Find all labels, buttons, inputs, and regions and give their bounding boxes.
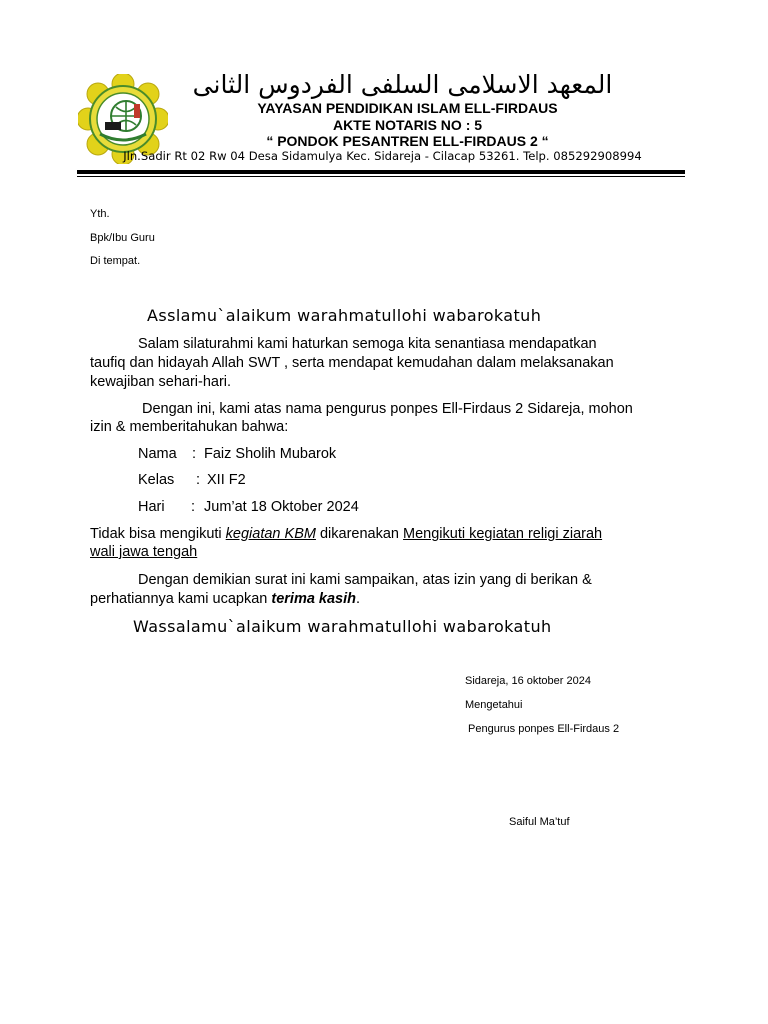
recipient-salutation: Yth. xyxy=(90,208,110,220)
student-class-value: XII F2 xyxy=(207,472,246,488)
paragraph-1-line-3: kewajiban sehari-hari. xyxy=(90,374,232,390)
notary-number: AKTE NOTARIS NO : 5 xyxy=(332,117,483,133)
closing-greeting: Wassalamu`alaikum warahmatullohi wabarokatuh xyxy=(133,617,552,636)
student-name-colon: : xyxy=(192,446,197,462)
school-name: “ PONDOK PESANTREN ELL-FIRDAUS 2 “ xyxy=(266,133,549,149)
paragraph-2-line-1: Dengan ini, kami atas nama pengurus ponpes Ell-Firdaus 2 Sidareja, mohon xyxy=(142,401,633,417)
absence-cause-part-1: Mengikuti kegiatan religi ziarah xyxy=(403,526,603,542)
opening-greeting: Asslamu`alaikum warahmatullohi wabarokatuh xyxy=(147,306,542,325)
signatory-role: Pengurus ponpes Ell-Firdaus 2 xyxy=(465,723,620,735)
recipient-name: Bpk/Ibu Guru xyxy=(90,232,155,244)
student-class-colon: : xyxy=(196,472,201,488)
student-name-label: Nama xyxy=(138,446,177,462)
closing-paragraph-line-1: Dengan demikian surat ini kami sampaikan, atas izin yang di berikan & xyxy=(138,572,592,588)
absence-cause-part-2: wali jawa tengah xyxy=(90,544,198,560)
student-class-label: Kelas xyxy=(138,472,175,488)
recipient-place: Di tempat. xyxy=(90,255,141,267)
reason-prefix: Tidak bisa mengikuti xyxy=(90,526,226,542)
student-name-value: Faiz Sholih Mubarok xyxy=(204,446,337,462)
place-and-date: Sidareja, 16 oktober 2024 xyxy=(465,675,591,687)
letterhead-divider-thick xyxy=(77,170,685,174)
reason-middle: dikarenakan xyxy=(315,526,404,542)
foundation-name: YAYASAN PENDIDIKAN ISLAM ELL-FIRDAUS xyxy=(257,100,558,116)
paragraph-1-line-1: Salam silaturahmi kami haturkan semoga kita senantiasa mendapatkan xyxy=(138,336,597,352)
closing-thanks-suffix: . xyxy=(356,591,361,607)
missed-activity: kegiatan KBM xyxy=(225,526,316,542)
acknowledged-label: Mengetahui xyxy=(465,699,523,711)
absence-day-label: Hari xyxy=(138,499,165,515)
thank-you-phrase: terima kasih xyxy=(271,591,357,607)
absence-reason-line-1 xyxy=(90,526,602,542)
closing-thanks-prefix: perhatiannya kami ucapkan xyxy=(90,591,272,607)
letterhead-divider-thin xyxy=(77,176,685,177)
absence-day-colon: : xyxy=(191,499,196,515)
paragraph-2-line-2: izin & memberitahukan bahwa: xyxy=(90,419,289,435)
arabic-institution-title: المعهد الاسلامى السلفى الفردوس الثانى xyxy=(192,70,613,99)
closing-paragraph-line-2 xyxy=(90,591,360,607)
signatory-name: Saiful Ma’tuf xyxy=(509,816,570,828)
paragraph-1-line-2: taufiq dan hidayah Allah SWT , serta mendapat kemudahan dalam melaksanakan xyxy=(90,355,614,371)
absence-day-value: Jum’at 18 Oktober 2024 xyxy=(204,499,359,515)
school-address: Jln.Sadir Rt 02 Rw 04 Desa Sidamulya Kec. Sidareja - Cilacap 53261. Telp. 085292908994 xyxy=(123,149,642,163)
